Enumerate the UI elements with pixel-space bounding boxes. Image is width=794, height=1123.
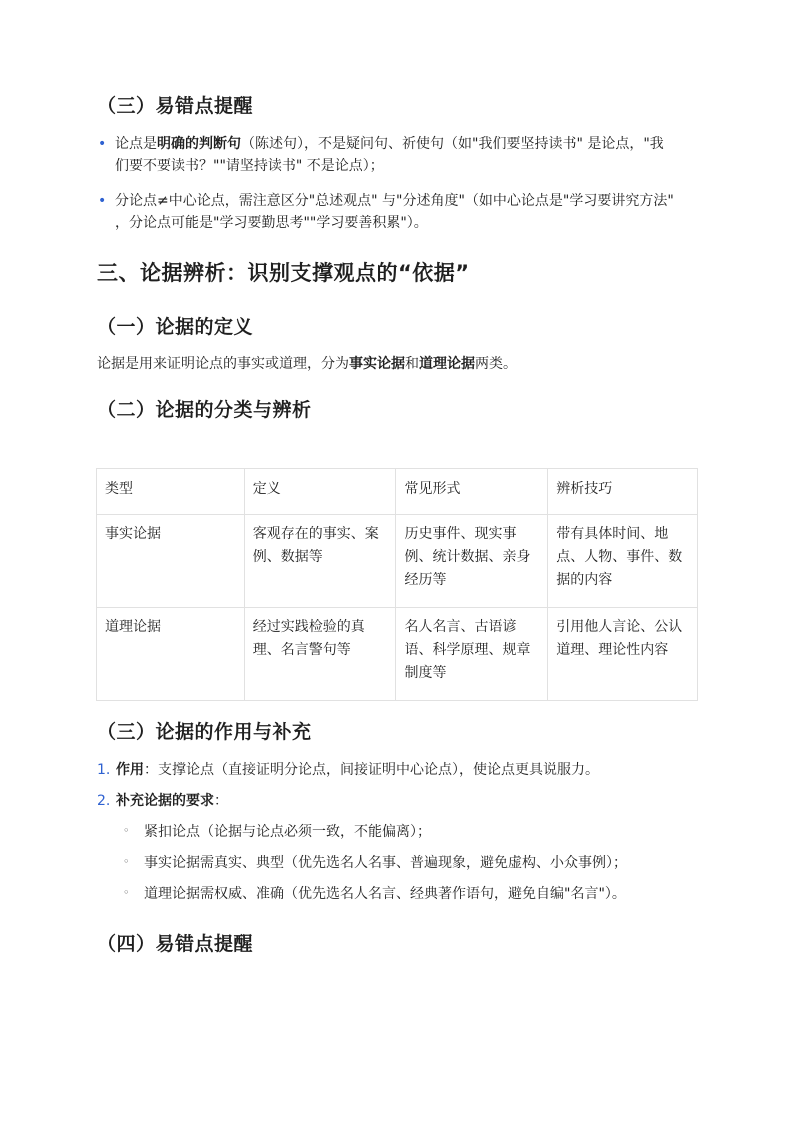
- subheading-classification: （二）论据的分类与辨析: [97, 399, 312, 421]
- bullet-list: [97, 133, 701, 247]
- list-number: 1.: [97, 762, 111, 778]
- text: （陈述句），不是疑问句、祈使句（如"我们要坚持读书" 是论点，"我: [241, 136, 664, 152]
- table-cell: 名人名言、古语谚语、科学原理、规章制度等: [396, 608, 548, 701]
- bold-text: 道理论据: [419, 356, 475, 372]
- subheading-role: （三）论据的作用与补充: [97, 721, 312, 743]
- list-item: [97, 759, 707, 781]
- list-item: [97, 790, 707, 812]
- text: 和: [405, 356, 419, 372]
- table-header-row: [97, 469, 698, 515]
- table-cell: 道理论据: [97, 608, 245, 701]
- circle-bullet-icon: ◦: [123, 855, 130, 868]
- table-cell: 经过实践检验的真理、名言警句等: [244, 608, 396, 701]
- bold-text: 补充论据的要求: [116, 793, 214, 809]
- text: 道理论据需权威、准确（优先选名人名言、经典著作语句，避免自编"名言"）。: [144, 886, 626, 902]
- sub-list-item: [97, 883, 707, 905]
- bold-text: 事实论据: [349, 356, 405, 372]
- header-cell: 常见形式: [396, 469, 548, 515]
- table-cell: 带有具体时间、地点、人物、事件、数据的内容: [548, 515, 698, 608]
- table-cell: 引用他人言论、公认道理、理论性内容: [548, 608, 698, 701]
- circle-bullet-icon: ◦: [123, 824, 130, 837]
- text: 紧扣论点（论据与论点必须一致，不能偏离）；: [144, 824, 431, 840]
- section-heading-errors: （三）易错点提醒: [97, 95, 254, 117]
- bold-text: 作用: [116, 762, 144, 778]
- text: ，分论点可能是"学习要勤思考""学习要善积累"）。: [115, 215, 428, 231]
- bold-text: 明确的判断句: [157, 136, 241, 152]
- text: 们要不要读书？""请坚持读书" 不是论点）；: [115, 158, 384, 174]
- table-cell: 客观存在的事实、案例、数据等: [244, 515, 396, 608]
- bullet-icon: •: [98, 136, 107, 152]
- subheading-definition: （一）论据的定义: [97, 316, 254, 338]
- evidence-table: [96, 468, 698, 701]
- text: 两类。: [475, 356, 517, 372]
- header-cell: 类型: [97, 469, 245, 515]
- text: ：支撑论点（直接证明分论点，间接证明中心论点），使论点更具说服力。: [144, 762, 599, 778]
- text: 论据是用来证明论点的事实或道理，分为: [97, 356, 349, 372]
- text: 事实论据需真实、典型（优先选名人名事、普遍现象，避免虚构、小众事例）；: [144, 855, 627, 871]
- subheading-errors: （四）易错点提醒: [97, 933, 254, 955]
- circle-bullet-icon: ◦: [123, 886, 130, 899]
- table-cell: 事实论据: [97, 515, 245, 608]
- list-item: [97, 190, 701, 234]
- text: ：: [214, 793, 228, 809]
- sub-list-item: [97, 852, 707, 874]
- text: 分论点≠中心论点，需注意区分"总述观点" 与"分述角度"（如中心论点是"学习要讲究方法": [115, 193, 674, 209]
- table-cell: 历史事件、现实事例、统计数据、亲身经历等: [396, 515, 548, 608]
- text: 论点是: [115, 136, 157, 152]
- table-row: [97, 608, 698, 701]
- bullet-icon: •: [98, 193, 107, 209]
- sub-list-item: [97, 821, 707, 843]
- list-item: [97, 133, 701, 177]
- header-cell: 定义: [244, 469, 396, 515]
- list-number: 2.: [97, 793, 111, 809]
- header-cell: 辨析技巧: [548, 469, 698, 515]
- ordered-list: [97, 759, 707, 905]
- section-title: 三、论据辨析：识别支撑观点的“依据”: [97, 261, 470, 285]
- definition-paragraph: [97, 353, 517, 375]
- table-row: [97, 515, 698, 608]
